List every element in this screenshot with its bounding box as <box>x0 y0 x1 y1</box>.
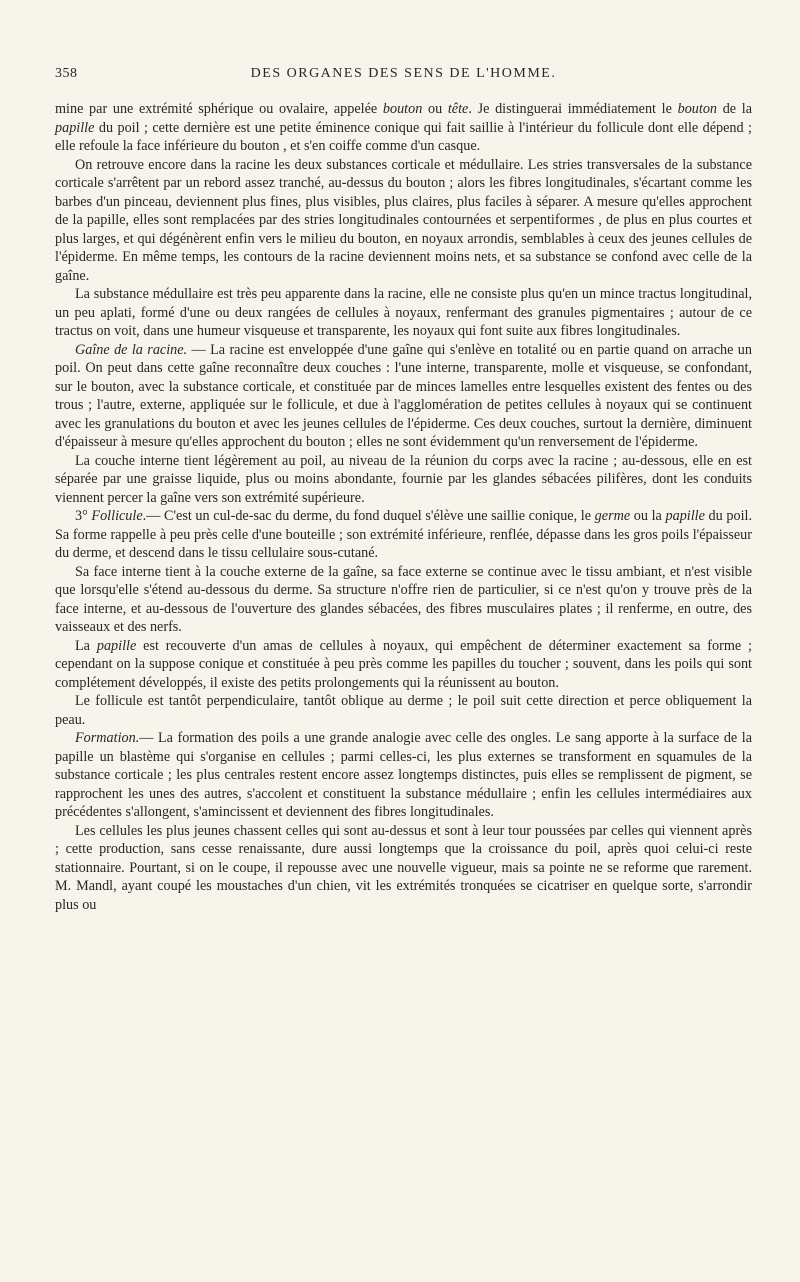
italic-term: papille <box>55 119 95 136</box>
running-title: DES ORGANES DES SENS DE L'HOMME. <box>250 66 557 81</box>
text-run: — La formation des poils a une grande analogie avec celle des ongles. Le sang apporte à la surface de la papille un blastème qui s'organise en cellules ; parmi celles-ci, les plus externes se transforment en squamules de la substance corticale ; les plus centrales restent encore assez longtemps distinctes, puis elles se remplissent de pigment, se rapprochent les unes des autres, s'accolent et constituent la substance médullaire ; enfin les cellules intermédiaires aux précédentes s'allongent, s'amincissent et deviennent des fibres longitudinales. <box>55 730 752 820</box>
italic-term: bouton <box>677 101 718 117</box>
italic-term: Follicule <box>91 508 143 524</box>
body-text <box>55 100 752 914</box>
text-run: 3° <box>75 508 92 524</box>
text-run: La couche interne tient légèrement au poil, au niveau de la réunion du corps avec la racine ; au-dessous, elle en est séparée par une graisse liquide, plus ou moins abondante, fournie par les glandes sébacées pilifères, dont les conduits viennent percer la gaîne vers son extrémité supérieure. <box>55 452 752 506</box>
text-run: de la <box>717 101 753 117</box>
paragraph <box>55 692 752 729</box>
paragraph <box>55 156 752 286</box>
text-run: — La racine est enveloppée d'une gaîne qui s'enlève en totalité ou en partie quand on arrache un poil. On peut dans cette gaîne reconnaître deux couches : l'une interne, transparente, molle et visqueuse, se confondant, sur le bouton, avec la substance corticale, et constituée par de minces lamelles entre lesquelles existent des fentes ou des trous ; l'autre, externe, appliquée sur le follicule, et due à l'agglomération de petites cellules à noyaux qui se continuent avec les granulations du bouton et avec les jeunes cellules de l'épiderme. Ces deux couches, surtout la dernière, diminuent d'épaisseur à mesure qu'elles approchent du bouton ; elles ne sont évidemment qu'un renversement de l'épiderme. <box>55 341 752 450</box>
text-run: ou la <box>630 508 666 524</box>
text-run: La <box>75 637 97 654</box>
text-run: est recouverte d'un amas de cellules à noyaux, qui empêchent de déterminer exactement sa forme ; cependant on la suppose conique et constituée à peu près comme les papilles du toucher ; souvent, dans les poils qui sont complétement développés, il existe des petits prolongements qui la réunissent au bouton. <box>55 637 752 691</box>
italic-term: papille <box>665 508 705 524</box>
text-run: . Je distinguerai immédiatement le <box>468 101 678 117</box>
paragraph <box>55 637 752 693</box>
paragraph <box>55 563 752 637</box>
paragraph <box>55 100 752 156</box>
text-run: mine par une extrémité sphérique ou ovalaire, appelée <box>55 101 383 117</box>
italic-term: germe <box>594 508 631 524</box>
paragraph <box>55 341 752 452</box>
paragraph <box>55 729 752 822</box>
italic-term: bouton <box>382 101 423 117</box>
text-run: Les cellules les plus jeunes chassent celles qui sont au-dessus et sont à leur tour poussées par celles qui viennent après ; cette production, sans cesse renaissante, dure aussi longtemps que la croissance du poil, après quoi celui-ci reste stationnaire. Pourtant, si on le coupe, il repousse avec une nouvelle vigueur, mais sa pointe ne se reforme que rarement. M. Mandl, ayant coupé les moustaches d'un chien, vit les extrémités tronquées se cicatriser en quelque sorte, s'arrondir plus ou <box>55 822 752 913</box>
text-run: du poil ; cette dernière est une petite éminence conique qui fait saillie à l'intérieur du follicule dont elle dépend ; elle refoule la face inférieure du bouton , et s'en coiffe comme d'un casque. <box>55 119 752 154</box>
italic-term: papille <box>96 637 137 654</box>
text-run: On retrouve encore dans la racine les deux substances corticale et médullaire. Les stries transversales de la substance corticale s'arrêtent par un rebord assez tranché, au-dessus du bouton ; alors les fibres longitudinales, s'écartant comme les barbes d'un pinceau, deviennent plus fines, plus visibles, plus claires, plus faciles à séparer. A mesure qu'elles approchent de la papille, elles sont remplacées par des stries longitudinales contournées et serpentiformes , de plus en plus courtes et plus larges, et qui dégénèrent enfin vers le milieu du bouton, en noyaux arrondis, semblables à ceux des jeunes cellules de l'épiderme. En même temps, les contours de la racine deviennent moins nets, et sa substance se confond avec celle de la gaîne. <box>55 156 752 284</box>
italic-term: tête <box>447 101 469 117</box>
text-run: du poil. Sa forme rappelle à peu près celle d'une bouteille ; son extrémité inférieure, renflée, dépasse dans les gros poils l'épaisseur du derme, et descend dans le tissu cellulaire sous-cutané. <box>55 508 752 561</box>
text-run: Le follicule est tantôt perpendiculaire, tantôt oblique au derme ; le poil suit cette direction et perce obliquement la peau. <box>55 693 752 728</box>
page-number: 358 <box>55 66 78 81</box>
text-run: ou <box>422 101 448 117</box>
italic-term: Formation. <box>75 730 140 746</box>
text-run: La substance médullaire est très peu apparente dans la racine, elle ne consiste plus qu'en un mince tractus longitudinal, un peu aplati, formé d'une ou deux rangées de cellules à noyaux, renfermant des granules pigmentaires ; autour de ce tractus on voit, dans une humeur visqueuse et transparente, les noyaux qui font suite aux fibres longitudinales. <box>55 286 752 339</box>
paragraph <box>55 507 752 563</box>
page-header <box>55 66 752 92</box>
italic-term: Gaîne de la racine. <box>75 341 188 358</box>
paragraph <box>55 285 752 341</box>
text-run: .— C'est un cul-de-sac du derme, du fond duquel s'élève une saillie conique, le <box>142 508 595 524</box>
text-run: Sa face interne tient à la couche externe de la gaîne, sa face externe se continue avec le tissu ambiant, et n'est visible que lorsqu'elle s'étend au-dessous du derme. Sa structure n'offre rien de particulier, si ce n'est qu'on y trouve près de la face interne, et au-dessous de l'ouverture des glandes sébacées, des fibres musculaires plates ; il renferme, en outre, des vaisseaux et des nerfs. <box>55 563 752 635</box>
paragraph <box>55 822 752 915</box>
paragraph <box>55 452 752 508</box>
